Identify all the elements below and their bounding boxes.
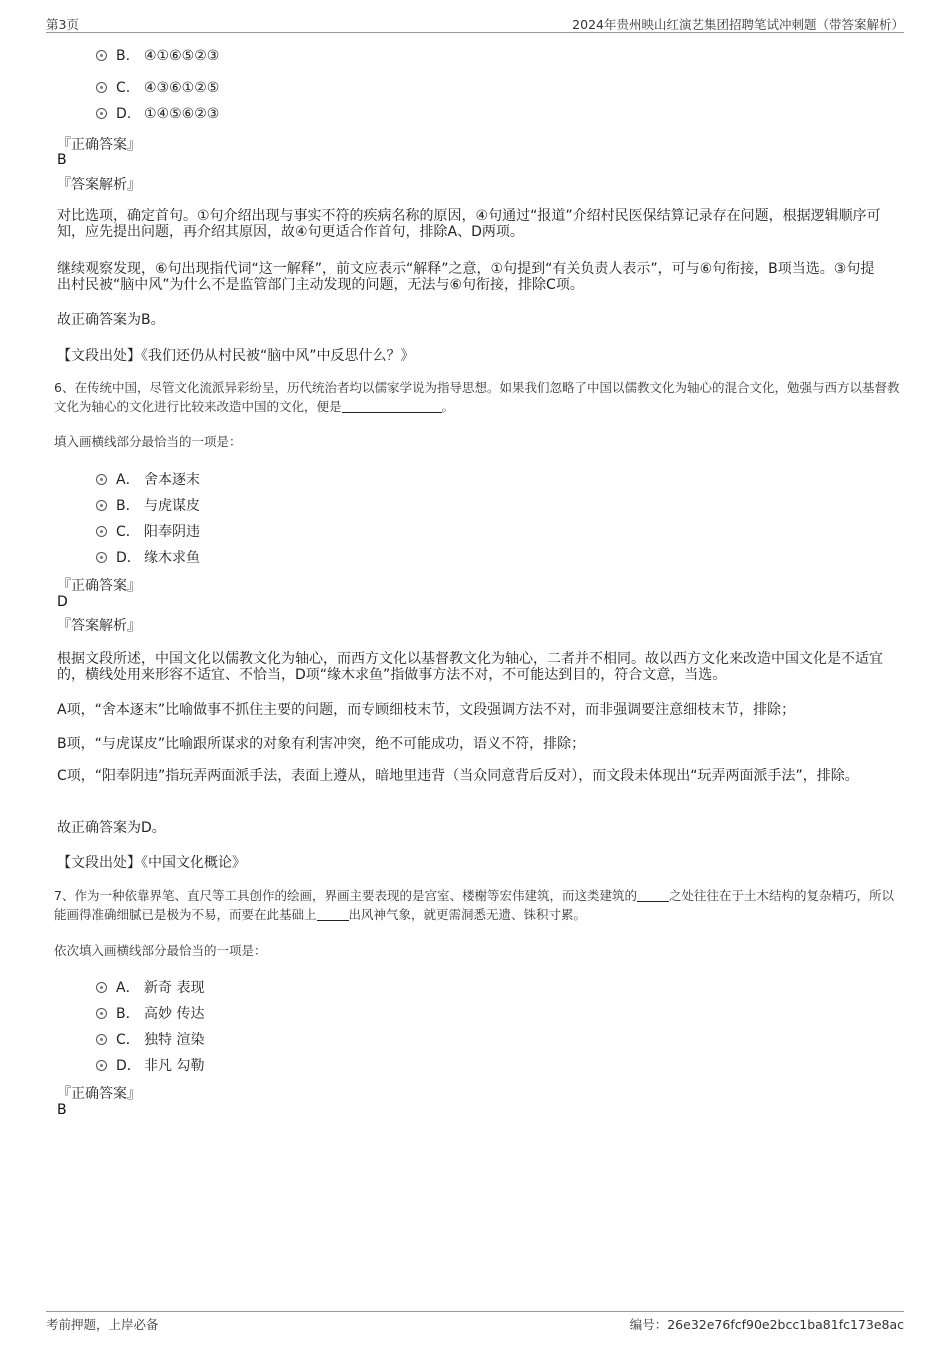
footer-slogan: 考前押题，上岸必备 <box>46 1317 159 1332</box>
blank-line <box>317 908 349 921</box>
radio-icon[interactable] <box>96 474 107 485</box>
page-footer <box>46 1311 904 1332</box>
q6-analysis-paragraph: 根据文段所述，中国文化以儒教文化为轴心，而西方文化以基督教文化为轴心，二者并不相同。故以西方文化来改造中国文化是不适宜的，横线处用来形容不适宜、不恰当，D项“缘木求鱼”指做事方法不对，不可能达到目的，符合文意，当选。 <box>57 651 883 683</box>
radio-icon[interactable] <box>96 1060 107 1071</box>
q7-option-d[interactable]: D． 非凡 勾勒 <box>96 1055 204 1075</box>
q5-analysis-paragraph: 继续观察发现，⑥句出现指代词“这一解释”，前文应表示“解释”之意，①句提到“有关负责人表示”，可与⑥句衔接，B项当选。③句提出村民被“脑中风”为什么不是监管部门主动发现的问题，无法与⑥句衔接，排除C项。 <box>57 261 875 293</box>
radio-icon[interactable] <box>96 82 107 93</box>
blank-line <box>342 400 442 413</box>
q6-question: 6、在传统中国，尽管文化流派异彩纷呈，历代统治者均以儒家学说为指导思想。如果我们忽略了中国以儒教文化为轴心的混合文化，勉强与西方以基督教文化为轴心的文化进行比较来改造中国的文化，便是 。 <box>54 380 900 414</box>
q6-analysis-paragraph: B项，“与虎谋皮”比喻跟所谋求的对象有利害冲突，绝不可能成功，语义不符，排除； <box>57 736 586 752</box>
q5-answer-label: 『正确答案』 <box>57 137 141 153</box>
radio-icon[interactable] <box>96 108 107 119</box>
page-number: 第3页 <box>46 17 79 32</box>
q6-analysis-paragraph: C项，“阳奉阴违”指玩弄两面派手法，表面上遵从，暗地里违背（当众同意背后反对），而文段未体现出“玩弄两面派手法”，排除。 <box>57 768 859 784</box>
q6-analysis-paragraph: A项，“舍本逐末”比喻做事不抓住主要的问题，而专顾细枝末节，文段强调方法不对，而非强调要注意细枝末节，排除； <box>57 702 796 718</box>
radio-icon[interactable] <box>96 526 107 537</box>
q5-option-c[interactable]: C. ④③⑥①②⑤ <box>96 80 219 96</box>
q6-option-c[interactable]: C． 阳奉阴违 <box>96 521 200 541</box>
q5-source: 【文段出处】《我们还仍从村民被“脑中风”中反思什么？》 <box>57 348 415 364</box>
q5-answer: B <box>57 152 67 168</box>
q6-option-d[interactable]: D． 缘木求鱼 <box>96 547 200 567</box>
q6-stem: 填入画横线部分最恰当的一项是： <box>54 434 242 449</box>
page-header <box>46 14 904 33</box>
q5-option-b[interactable]: B. ④①⑥⑤②③ <box>96 48 219 64</box>
q6-source: 【文段出处】《中国文化概论》 <box>57 855 246 871</box>
q7-option-c[interactable]: C． 独特 渲染 <box>96 1029 204 1049</box>
radio-icon[interactable] <box>96 982 107 993</box>
radio-icon[interactable] <box>96 552 107 563</box>
q6-analysis-conclusion: 故正确答案为D。 <box>57 820 166 836</box>
q7-option-b[interactable]: B． 高妙 传达 <box>96 1003 204 1023</box>
radio-icon[interactable] <box>96 500 107 511</box>
q5-analysis-label: 『答案解析』 <box>57 177 141 193</box>
q6-answer: D <box>57 594 68 610</box>
document-code: 编号：26e32e76fcf90e2bcc1ba81fc173e8ac <box>629 1317 904 1332</box>
document-title: 2024年贵州映山红演艺集团招聘笔试冲刺题（带答案解析） <box>572 17 904 32</box>
q7-answer: B <box>57 1102 67 1118</box>
q6-option-b[interactable]: B． 与虎谋皮 <box>96 495 200 515</box>
q6-answer-label: 『正确答案』 <box>57 578 141 594</box>
radio-icon[interactable] <box>96 1008 107 1019</box>
q7-answer-label: 『正确答案』 <box>57 1086 141 1102</box>
q7-option-a[interactable]: A． 新奇 表现 <box>96 977 204 997</box>
q5-analysis-paragraph: 对比选项，确定首句。①句介绍出现与事实不符的疾病名称的原因，④句通过“报道”介绍村民医保结算记录存在问题，根据逻辑顺序可知，应先提出问题，再介绍其原因，故④句更适合作首句，排除A、D两项。 <box>57 208 881 240</box>
radio-icon[interactable] <box>96 1034 107 1045</box>
q6-analysis-label: 『答案解析』 <box>57 618 141 634</box>
q5-analysis-conclusion: 故正确答案为B。 <box>57 312 165 328</box>
q6-option-a[interactable]: A． 舍本逐末 <box>96 469 200 489</box>
q7-question: 7、作为一种依靠界笔、直尺等工具创作的绘画，界画主要表现的是宫室、楼榭等宏伟建筑，而这类建筑的 之处往往在于土木结构的复杂精巧，所以能画得准确细腻已是极为不易，而要在此基础上 出风神气象，就更需洞悉无遗、铢积寸累。 <box>54 888 894 922</box>
q7-stem: 依次填入画横线部分最恰当的一项是： <box>54 943 267 958</box>
blank-line <box>637 889 669 902</box>
q5-option-d[interactable]: D. ①④⑤⑥②③ <box>96 106 219 122</box>
radio-icon[interactable] <box>96 50 107 61</box>
